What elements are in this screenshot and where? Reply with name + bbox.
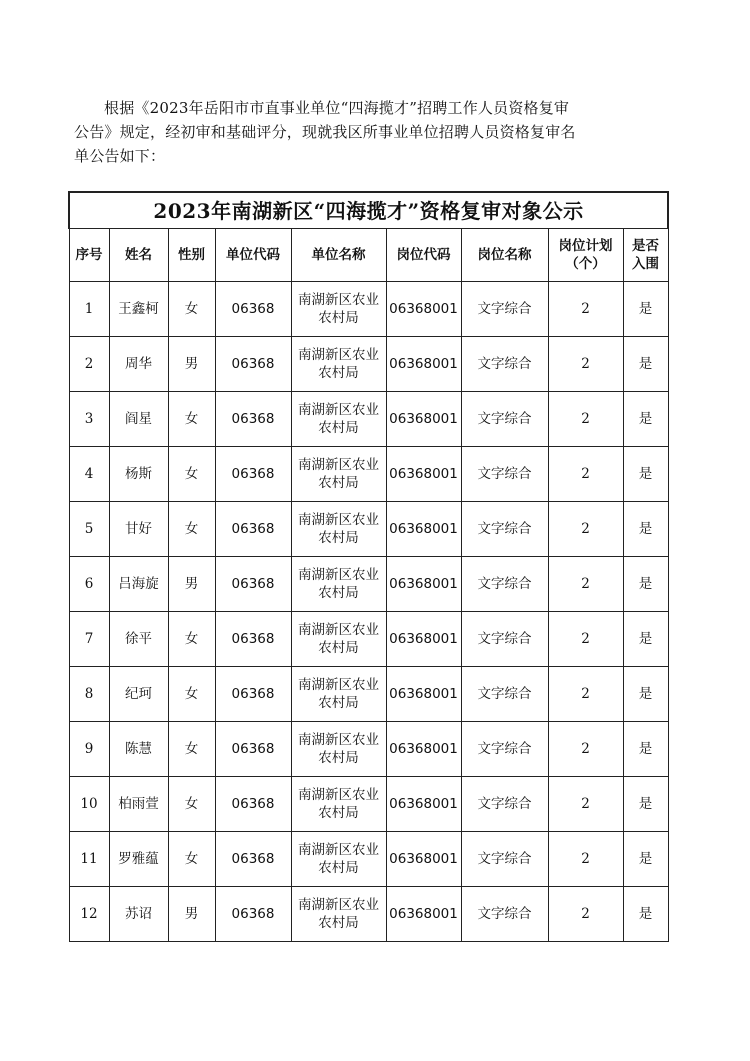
cell-plan: 2 <box>548 557 623 612</box>
cell-post-code: 06368001 <box>386 282 461 337</box>
cell-seq: 9 <box>69 722 109 777</box>
cell-gender: 男 <box>168 337 215 392</box>
table-row <box>69 282 668 337</box>
cell-plan: 2 <box>548 777 623 832</box>
cell-seq: 6 <box>69 557 109 612</box>
cell-unit-name <box>291 282 386 337</box>
cell-unit-name-line1: 南湖新区农业 <box>298 292 379 308</box>
cell-gender: 女 <box>168 832 215 887</box>
cell-unit-name-line2: 农村局 <box>318 475 359 491</box>
cell-name: 甘好 <box>109 502 168 557</box>
cell-unit-code: 06368 <box>215 282 291 337</box>
table-row <box>69 887 668 942</box>
cell-unit-name <box>291 612 386 667</box>
cell-unit-code: 06368 <box>215 612 291 667</box>
cell-seq: 2 <box>69 337 109 392</box>
cell-plan: 2 <box>548 722 623 777</box>
header-post-code: 岗位代码 <box>386 229 461 282</box>
cell-unit-name-line1: 南湖新区农业 <box>298 897 379 913</box>
cell-unit-name-line2: 农村局 <box>318 585 359 601</box>
cell-shortlisted: 是 <box>623 337 668 392</box>
cell-unit-code: 06368 <box>215 777 291 832</box>
header-unit-code: 单位代码 <box>215 229 291 282</box>
cell-post-code: 06368001 <box>386 557 461 612</box>
cell-shortlisted: 是 <box>623 777 668 832</box>
table-row <box>69 502 668 557</box>
cell-unit-name-line2: 农村局 <box>318 695 359 711</box>
cell-unit-name <box>291 557 386 612</box>
cell-gender: 女 <box>168 282 215 337</box>
cell-post-name: 文字综合 <box>461 557 548 612</box>
cell-post-name: 文字综合 <box>461 722 548 777</box>
cell-unit-name-line1: 南湖新区农业 <box>298 622 379 638</box>
cell-unit-name <box>291 832 386 887</box>
cell-name: 陈慧 <box>109 722 168 777</box>
cell-plan: 2 <box>548 832 623 887</box>
header-post-name: 岗位名称 <box>461 229 548 282</box>
table-row <box>69 337 668 392</box>
cell-plan: 2 <box>548 887 623 942</box>
cell-unit-name <box>291 887 386 942</box>
cell-post-name: 文字综合 <box>461 502 548 557</box>
cell-unit-name <box>291 337 386 392</box>
cell-name: 苏诏 <box>109 887 168 942</box>
header-plan-line1: 岗位计划 <box>558 238 613 254</box>
cell-plan: 2 <box>548 502 623 557</box>
cell-name: 罗雅蕴 <box>109 832 168 887</box>
cell-post-code: 06368001 <box>386 612 461 667</box>
cell-plan: 2 <box>548 392 623 447</box>
cell-unit-code: 06368 <box>215 337 291 392</box>
cell-unit-code: 06368 <box>215 832 291 887</box>
intro-line-2: 公告》规定，经初审和基础评分，现就我区所事业单位招聘人员资格复审名 <box>74 123 576 141</box>
cell-unit-name <box>291 392 386 447</box>
cell-post-code: 06368001 <box>386 887 461 942</box>
cell-seq: 4 <box>69 447 109 502</box>
cell-unit-name <box>291 447 386 502</box>
cell-unit-code: 06368 <box>215 887 291 942</box>
table-row <box>69 777 668 832</box>
cell-unit-name-line2: 农村局 <box>318 310 359 326</box>
cell-post-code: 06368001 <box>386 722 461 777</box>
cell-unit-code: 06368 <box>215 502 291 557</box>
intro-paragraph <box>74 96 664 168</box>
cell-unit-code: 06368 <box>215 392 291 447</box>
cell-name: 周华 <box>109 337 168 392</box>
cell-unit-name <box>291 777 386 832</box>
cell-shortlisted: 是 <box>623 557 668 612</box>
cell-unit-name-line1: 南湖新区农业 <box>298 677 379 693</box>
header-plan <box>548 229 623 282</box>
cell-gender: 女 <box>168 777 215 832</box>
cell-seq: 10 <box>69 777 109 832</box>
cell-name: 王鑫柯 <box>109 282 168 337</box>
cell-gender: 男 <box>168 557 215 612</box>
cell-shortlisted: 是 <box>623 612 668 667</box>
cell-post-name: 文字综合 <box>461 777 548 832</box>
cell-seq: 1 <box>69 282 109 337</box>
cell-plan: 2 <box>548 612 623 667</box>
cell-seq: 3 <box>69 392 109 447</box>
header-gender: 性别 <box>168 229 215 282</box>
cell-plan: 2 <box>548 282 623 337</box>
cell-post-name: 文字综合 <box>461 832 548 887</box>
table-row <box>69 447 668 502</box>
cell-post-code: 06368001 <box>386 832 461 887</box>
table-row <box>69 392 668 447</box>
cell-seq: 5 <box>69 502 109 557</box>
cell-plan: 2 <box>548 447 623 502</box>
header-row <box>69 229 668 282</box>
header-shortlisted <box>623 229 668 282</box>
cell-seq: 11 <box>69 832 109 887</box>
cell-gender: 女 <box>168 612 215 667</box>
cell-seq: 7 <box>69 612 109 667</box>
cell-unit-name-line2: 农村局 <box>318 860 359 876</box>
cell-gender: 女 <box>168 722 215 777</box>
cell-unit-name-line2: 农村局 <box>318 420 359 436</box>
table-body <box>69 282 668 942</box>
cell-name: 阎星 <box>109 392 168 447</box>
cell-gender: 女 <box>168 392 215 447</box>
table-row <box>69 832 668 887</box>
header-seq: 序号 <box>69 229 109 282</box>
cell-gender: 女 <box>168 447 215 502</box>
cell-seq: 8 <box>69 667 109 722</box>
cell-plan: 2 <box>548 667 623 722</box>
cell-post-code: 06368001 <box>386 777 461 832</box>
cell-name: 杨斯 <box>109 447 168 502</box>
cell-unit-name-line1: 南湖新区农业 <box>298 567 379 583</box>
cell-post-code: 06368001 <box>386 447 461 502</box>
cell-shortlisted: 是 <box>623 392 668 447</box>
cell-shortlisted: 是 <box>623 502 668 557</box>
cell-unit-name-line2: 农村局 <box>318 750 359 766</box>
table-row <box>69 557 668 612</box>
cell-post-name: 文字综合 <box>461 337 548 392</box>
cell-post-code: 06368001 <box>386 502 461 557</box>
cell-post-code: 06368001 <box>386 392 461 447</box>
cell-unit-name-line1: 南湖新区农业 <box>298 402 379 418</box>
cell-post-name: 文字综合 <box>461 447 548 502</box>
cell-unit-name <box>291 722 386 777</box>
cell-unit-name-line1: 南湖新区农业 <box>298 512 379 528</box>
cell-post-code: 06368001 <box>386 667 461 722</box>
cell-post-code: 06368001 <box>386 337 461 392</box>
cell-name: 徐平 <box>109 612 168 667</box>
table-row <box>69 612 668 667</box>
cell-shortlisted: 是 <box>623 832 668 887</box>
table-row <box>69 667 668 722</box>
header-name: 姓名 <box>109 229 168 282</box>
cell-post-name: 文字综合 <box>461 392 548 447</box>
cell-unit-name <box>291 667 386 722</box>
cell-post-name: 文字综合 <box>461 282 548 337</box>
cell-unit-code: 06368 <box>215 447 291 502</box>
cell-unit-name-line1: 南湖新区农业 <box>298 347 379 363</box>
intro-line-1: 根据《2023年岳阳市市直事业单位“四海揽才”招聘工作人员资格复审 <box>104 99 570 117</box>
cell-name: 纪珂 <box>109 667 168 722</box>
cell-post-name: 文字综合 <box>461 667 548 722</box>
cell-unit-name-line1: 南湖新区农业 <box>298 842 379 858</box>
cell-unit-code: 06368 <box>215 667 291 722</box>
cell-unit-name-line1: 南湖新区农业 <box>298 457 379 473</box>
cell-name: 吕海旋 <box>109 557 168 612</box>
intro-line-3: 单公告如下： <box>74 147 166 165</box>
cell-shortlisted: 是 <box>623 887 668 942</box>
cell-shortlisted: 是 <box>623 447 668 502</box>
cell-gender: 女 <box>168 502 215 557</box>
cell-unit-code: 06368 <box>215 557 291 612</box>
review-roster-table <box>68 191 669 942</box>
cell-unit-code: 06368 <box>215 722 291 777</box>
cell-plan: 2 <box>548 337 623 392</box>
cell-post-name: 文字综合 <box>461 612 548 667</box>
cell-unit-name-line2: 农村局 <box>318 805 359 821</box>
cell-unit-name-line2: 农村局 <box>318 530 359 546</box>
table-row <box>69 722 668 777</box>
cell-seq: 12 <box>69 887 109 942</box>
cell-unit-name-line2: 农村局 <box>318 640 359 656</box>
table-title: 2023年南湖新区“四海揽才”资格复审对象公示 <box>69 192 668 229</box>
cell-unit-name-line1: 南湖新区农业 <box>298 787 379 803</box>
header-shortlisted-line2: 入围 <box>632 256 660 272</box>
cell-shortlisted: 是 <box>623 722 668 777</box>
cell-gender: 男 <box>168 887 215 942</box>
cell-shortlisted: 是 <box>623 667 668 722</box>
cell-unit-name-line2: 农村局 <box>318 915 359 931</box>
cell-name: 柏雨萱 <box>109 777 168 832</box>
header-shortlisted-line1: 是否 <box>632 238 660 254</box>
header-unit-name: 单位名称 <box>291 229 386 282</box>
cell-unit-name <box>291 502 386 557</box>
cell-unit-name-line2: 农村局 <box>318 365 359 381</box>
cell-gender: 女 <box>168 667 215 722</box>
header-plan-line2: （个） <box>565 256 606 272</box>
cell-post-name: 文字综合 <box>461 887 548 942</box>
cell-unit-name-line1: 南湖新区农业 <box>298 732 379 748</box>
cell-shortlisted: 是 <box>623 282 668 337</box>
